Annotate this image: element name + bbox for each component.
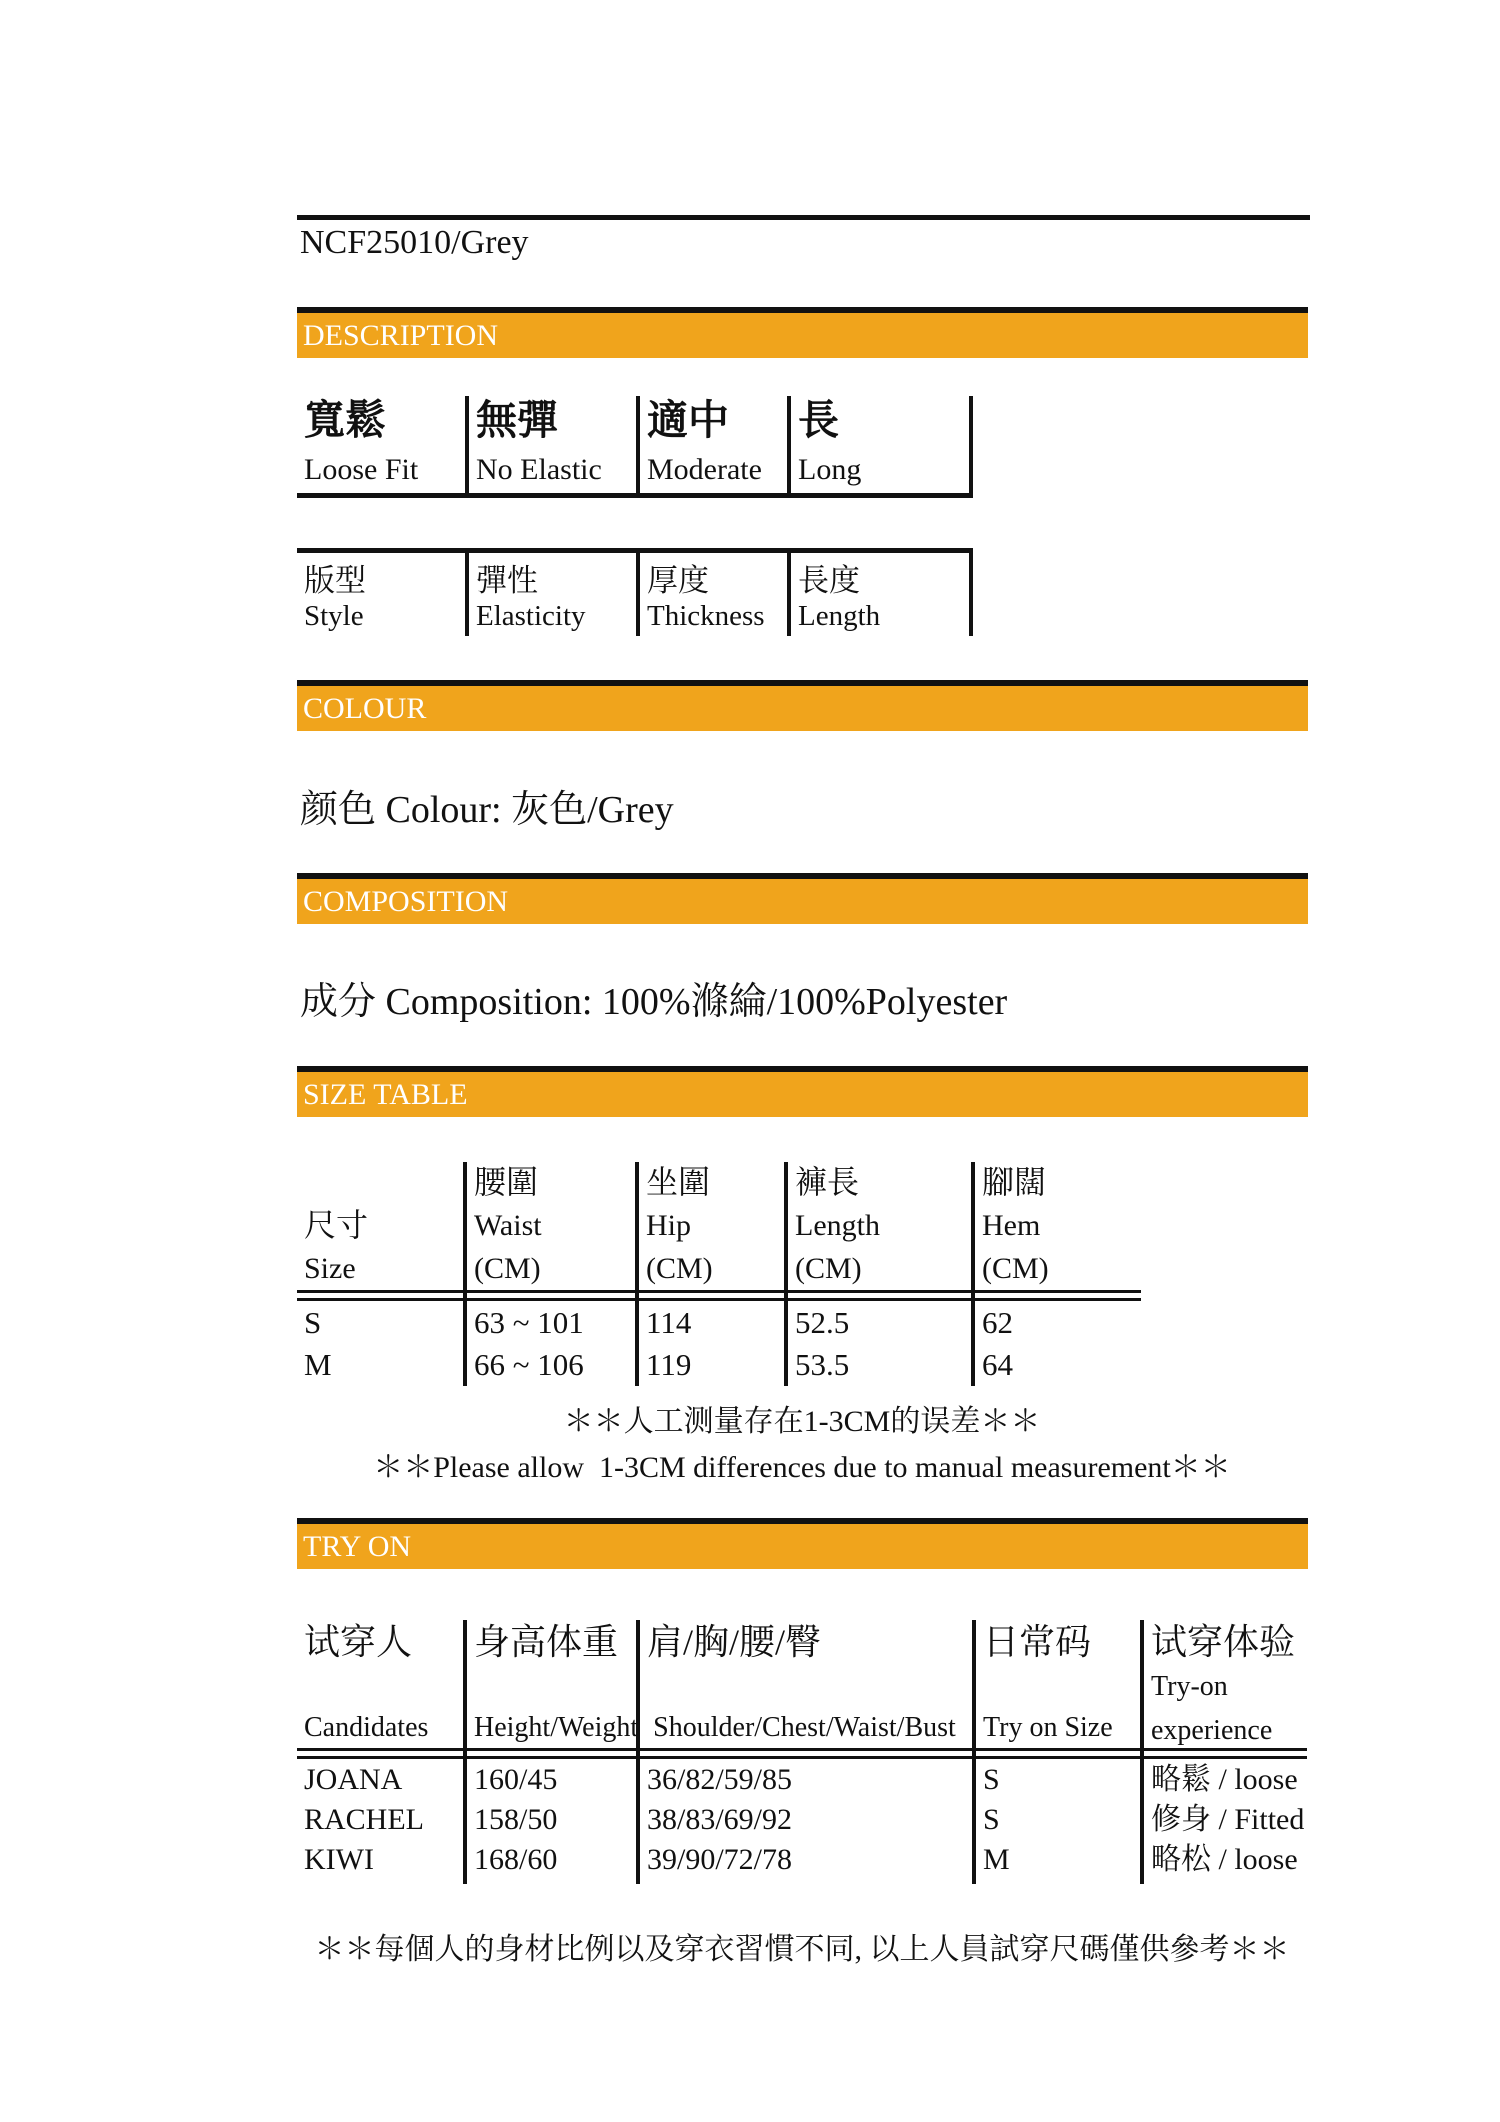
size-cell: 66 ~ 106 [474,1347,584,1382]
try-on-banner-label: TRY ON [303,1529,412,1563]
desc-label-en: Thickness [647,600,765,632]
desc-value-cell [465,396,636,493]
try-on-header-cn: 肩/胸/腰/臀 [647,1622,822,1662]
size-header-cn: 尺寸 [304,1207,369,1243]
top-rule [297,215,1310,220]
try-on-header-en: Try-on experience [1151,1671,1273,1746]
desc-value-cn: 適中 [647,397,729,443]
size-header [474,1162,635,1290]
try-on-cell: KIWI [304,1843,374,1876]
try-on-header-cn: 试穿人 [304,1622,413,1662]
try-on-header [474,1620,639,1750]
measurement-note-en: ＊＊Please allow 1-3CM differences due to manual measurement＊＊ [373,1451,1231,1484]
size-cell: 63 ~ 101 [474,1305,584,1340]
desc-value-cell [787,396,973,493]
size-header-unit: (CM) [646,1252,713,1285]
size-table [297,1162,1141,1386]
try-on-note: ＊＊每個人的身材比例以及穿衣習慣不同, 以上人員試穿尺碼僅供參考＊＊ [314,1933,1290,1966]
desc-value-cn: 無彈 [476,397,558,443]
desc-label-cell [636,553,787,636]
desc-value-en: Long [798,453,862,486]
size-header-en: Size [304,1252,356,1285]
size-header-cn: 腰圍 [474,1164,539,1200]
colour-banner-bar [297,686,1308,731]
desc-value-en: No Elastic [476,453,602,486]
description-banner-label: DESCRIPTION [303,318,499,352]
try-on-cell: 158/50 [474,1803,558,1836]
desc-value-cell [297,396,465,493]
desc-label-en: Elasticity [476,600,586,632]
product-code: NCF25010/Grey [300,224,529,261]
description-labels-table [297,548,973,636]
size-col-size [297,1162,463,1386]
try-on-cell: RACHEL [304,1803,424,1836]
size-cell: 52.5 [795,1305,850,1340]
size-header-unit: (CM) [474,1252,541,1285]
try-on-cell: 修身 / Fitted [1151,1803,1305,1836]
size-header-cn: 褲長 [795,1164,860,1200]
try-on-header-cn: 身高体重 [474,1622,619,1662]
size-cell: 62 [982,1305,1013,1340]
size-header-en: Waist [474,1209,542,1242]
composition-banner-label: COMPOSITION [303,884,509,918]
try-on-cell: 168/60 [474,1843,558,1876]
colour-banner-label: COLOUR [303,691,427,725]
desc-label-cell [297,553,465,636]
size-header [795,1162,971,1290]
desc-label-en: Style [304,600,364,632]
try-on-cell: 略松 / loose [1151,1843,1298,1876]
size-cell: 119 [646,1347,692,1382]
size-header [304,1162,463,1290]
size-cell: M [304,1347,332,1382]
colour-banner [297,680,1308,731]
try-on-header-en: Shoulder/Chest/Waist/Bust [653,1712,956,1744]
size-cell: 53.5 [795,1347,850,1382]
try-on-cell: 36/82/59/85 [647,1763,793,1796]
size-col-hip [635,1162,784,1386]
desc-value-en: Loose Fit [304,453,419,486]
try-on-banner [297,1518,1308,1569]
try-on-cell: 略鬆 / loose [1151,1763,1298,1796]
desc-value-cn: 寬鬆 [304,397,386,443]
desc-value-en: Moderate [647,453,762,486]
try-on-cell: S [983,1763,1000,1796]
size-cell: 64 [982,1347,1013,1382]
size-col-hem [971,1162,1141,1386]
measurement-note-cn: ＊＊人工测量存在1-3CM的误差＊＊ [563,1405,1041,1438]
size-header-unit: (CM) [795,1252,862,1285]
desc-label-cn: 版型 [304,563,366,598]
description-banner-bar [297,313,1308,358]
try-on-header-en: Try on Size [983,1712,1113,1744]
try-on-header [647,1620,972,1750]
try-on-cell: M [983,1843,1010,1876]
description-banner [297,307,1308,358]
size-header-en: Hip [646,1209,691,1242]
composition-banner [297,873,1308,924]
size-table-banner-bar [297,1072,1308,1117]
desc-label-cn: 彈性 [476,563,538,598]
try-on-cell: 39/90/72/78 [647,1843,793,1876]
size-table-banner-label: SIZE TABLE [303,1077,468,1111]
size-cell: 114 [646,1305,692,1340]
size-table-header-divider [297,1290,1141,1301]
try-on-header-divider [297,1748,1307,1759]
try-on-header [983,1620,1140,1750]
colour-statement: 颜色 Colour: 灰色/Grey [300,789,674,831]
size-header-unit: (CM) [982,1252,1049,1285]
size-header-cn: 腳闊 [982,1164,1047,1200]
try-on-header-en: Candidates [304,1712,429,1744]
try-on-header [1151,1620,1307,1750]
size-header-cn: 坐圍 [646,1164,711,1200]
try-on-header-en: Height/Weight [474,1712,639,1744]
size-header-en: Length [795,1209,880,1242]
desc-label-cell [465,553,636,636]
desc-value-cell [636,396,787,493]
try-on-cell: S [983,1803,1000,1836]
size-table-banner [297,1066,1308,1117]
size-header [982,1162,1141,1290]
desc-label-cn: 長度 [798,563,860,598]
size-header-en: Hem [982,1209,1041,1242]
desc-label-en: Length [798,600,881,632]
desc-label-cell [787,553,973,636]
size-col-length [784,1162,971,1386]
size-cell: S [304,1305,322,1340]
try-on-header [304,1620,463,1750]
try-on-header-cn: 试穿体验 [1151,1622,1296,1662]
size-col-waist [463,1162,635,1386]
try-on-cell: 38/83/69/92 [647,1803,793,1836]
description-values-table [297,396,973,498]
desc-label-cn: 厚度 [647,563,709,598]
composition-banner-bar [297,879,1308,924]
try-on-cell: JOANA [304,1763,403,1796]
size-header [646,1162,784,1290]
try-on-cell: 160/45 [474,1763,558,1796]
try-on-banner-bar [297,1524,1308,1569]
composition-statement: 成分 Composition: 100%滌綸/100%Polyester [300,981,1008,1023]
try-on-header-cn: 日常码 [983,1622,1092,1662]
desc-value-cn: 長 [798,397,839,443]
